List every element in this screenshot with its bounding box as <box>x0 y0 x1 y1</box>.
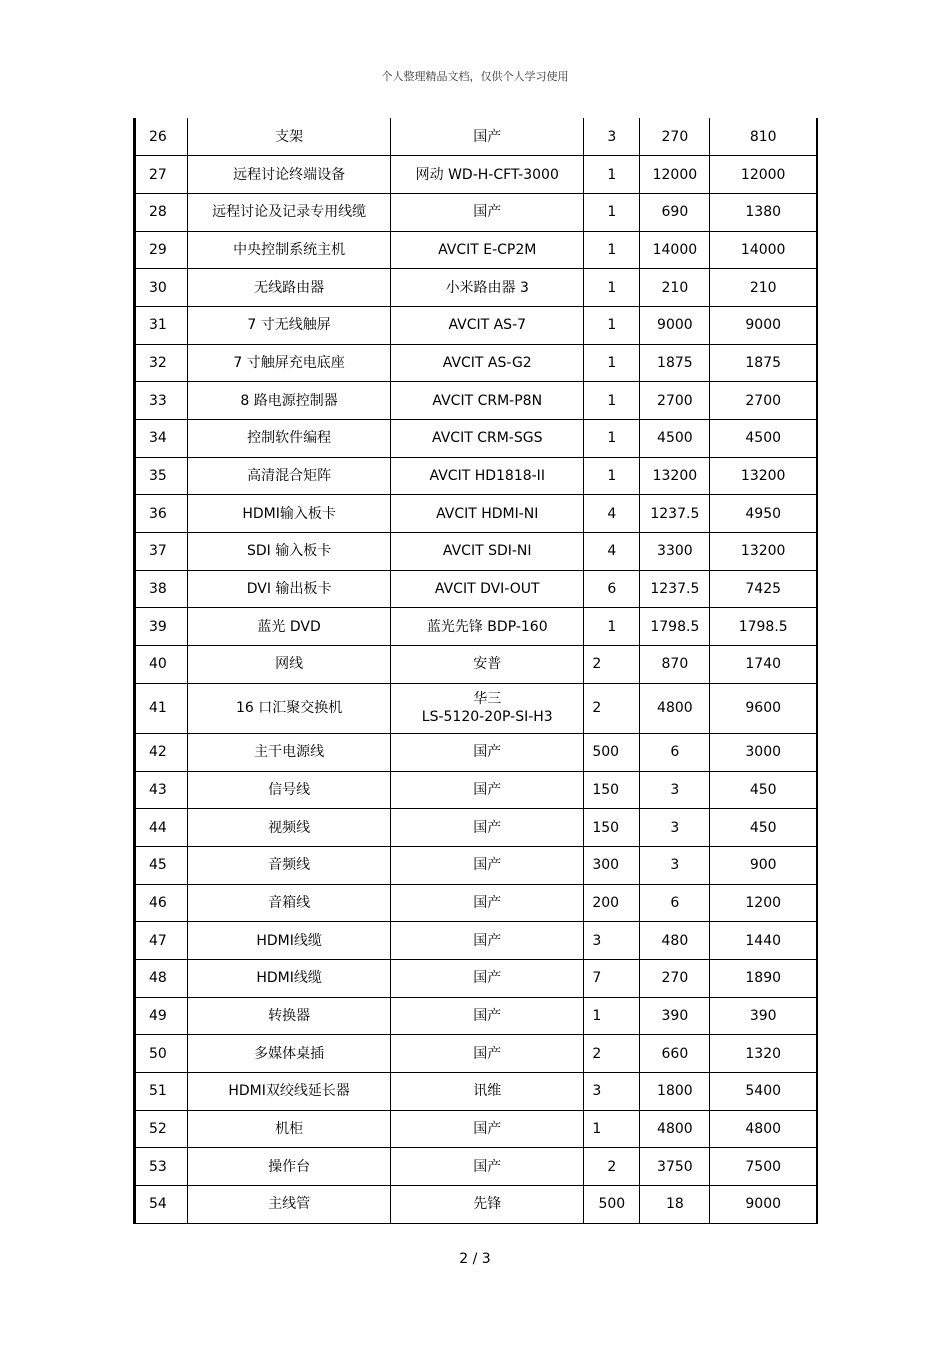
item-number: 28 <box>135 193 188 231</box>
item-number: 34 <box>135 420 188 458</box>
item-total: 13200 <box>710 457 817 495</box>
item-model: 国产 <box>391 1148 584 1186</box>
table-row <box>135 771 818 809</box>
item-number: 43 <box>135 771 188 809</box>
item-unit-price: 1800 <box>640 1073 710 1111</box>
item-name: 7 寸无线触屏 <box>188 306 391 344</box>
item-number: 31 <box>135 306 188 344</box>
item-quantity: 3 <box>584 118 640 156</box>
item-total: 1440 <box>710 922 817 960</box>
item-total: 1740 <box>710 646 817 684</box>
item-number: 36 <box>135 495 188 533</box>
item-number: 52 <box>135 1110 188 1148</box>
item-total: 13200 <box>710 533 817 571</box>
item-name: 远程讨论及记录专用线缆 <box>188 193 391 231</box>
item-quantity: 2 <box>584 683 640 733</box>
item-model: AVCIT HDMI-NI <box>391 495 584 533</box>
item-unit-price: 660 <box>640 1035 710 1073</box>
item-name: 7 寸触屏充电底座 <box>188 344 391 382</box>
table-row <box>135 457 818 495</box>
item-number: 35 <box>135 457 188 495</box>
item-name: HDMI双绞线延长器 <box>188 1073 391 1111</box>
item-quantity: 200 <box>584 884 640 922</box>
item-model: AVCIT HD1818-II <box>391 457 584 495</box>
item-name: 网线 <box>188 646 391 684</box>
item-model: AVCIT DVI-OUT <box>391 570 584 608</box>
item-model: 讯维 <box>391 1073 584 1111</box>
item-model: 蓝光先锋 BDP-160 <box>391 608 584 646</box>
item-unit-price: 210 <box>640 269 710 307</box>
item-number: 32 <box>135 344 188 382</box>
table-row <box>135 683 818 733</box>
item-model: AVCIT AS-G2 <box>391 344 584 382</box>
item-total: 210 <box>710 269 817 307</box>
item-quantity: 2 <box>584 646 640 684</box>
item-name: 信号线 <box>188 771 391 809</box>
item-number: 47 <box>135 922 188 960</box>
item-name: 主线管 <box>188 1186 391 1224</box>
item-total: 1380 <box>710 193 817 231</box>
item-model: 国产 <box>391 733 584 771</box>
page-header: 个人整理精品文档，仅供个人学习使用 <box>381 70 569 83</box>
table-row <box>135 231 818 269</box>
item-unit-price: 1798.5 <box>640 608 710 646</box>
item-number: 40 <box>135 646 188 684</box>
item-model: 国产 <box>391 884 584 922</box>
table-row <box>135 1073 818 1111</box>
item-unit-price: 390 <box>640 997 710 1035</box>
item-quantity: 1 <box>584 269 640 307</box>
item-number: 38 <box>135 570 188 608</box>
table-row <box>135 608 818 646</box>
item-name: 8 路电源控制器 <box>188 382 391 420</box>
item-total: 4950 <box>710 495 817 533</box>
item-total: 9600 <box>710 683 817 733</box>
item-unit-price: 4800 <box>640 1110 710 1148</box>
item-model: 国产 <box>391 1110 584 1148</box>
item-unit-price: 3300 <box>640 533 710 571</box>
table-row <box>135 809 818 847</box>
item-number: 49 <box>135 997 188 1035</box>
item-model: 国产 <box>391 771 584 809</box>
table-row <box>135 733 818 771</box>
item-unit-price: 4800 <box>640 683 710 733</box>
table-row <box>135 306 818 344</box>
item-name: 操作台 <box>188 1148 391 1186</box>
item-model: 安普 <box>391 646 584 684</box>
item-unit-price: 6 <box>640 733 710 771</box>
item-number: 42 <box>135 733 188 771</box>
item-unit-price: 1875 <box>640 344 710 382</box>
item-unit-price: 9000 <box>640 306 710 344</box>
item-total: 9000 <box>710 306 817 344</box>
item-number: 41 <box>135 683 188 733</box>
item-model: 国产 <box>391 922 584 960</box>
item-model: 先锋 <box>391 1186 584 1224</box>
item-name: 高清混合矩阵 <box>188 457 391 495</box>
item-total: 9000 <box>710 1186 817 1224</box>
item-model <box>391 683 584 733</box>
item-name: 远程讨论终端设备 <box>188 156 391 194</box>
item-name: 转换器 <box>188 997 391 1035</box>
item-name: 视频线 <box>188 809 391 847</box>
item-quantity: 150 <box>584 809 640 847</box>
item-name: 音箱线 <box>188 884 391 922</box>
equipment-table <box>133 118 818 1224</box>
item-number: 33 <box>135 382 188 420</box>
item-total: 810 <box>710 118 817 156</box>
item-unit-price: 270 <box>640 959 710 997</box>
item-unit-price: 3750 <box>640 1148 710 1186</box>
item-total: 7425 <box>710 570 817 608</box>
item-unit-price: 870 <box>640 646 710 684</box>
item-number: 46 <box>135 884 188 922</box>
item-model: AVCIT AS-7 <box>391 306 584 344</box>
table-row <box>135 959 818 997</box>
item-quantity: 1 <box>584 231 640 269</box>
item-number: 26 <box>135 118 188 156</box>
table-row <box>135 997 818 1035</box>
item-total: 3000 <box>710 733 817 771</box>
item-number: 53 <box>135 1148 188 1186</box>
item-model: AVCIT CRM-P8N <box>391 382 584 420</box>
item-quantity: 6 <box>584 570 640 608</box>
item-quantity: 4 <box>584 495 640 533</box>
item-unit-price: 1237.5 <box>640 570 710 608</box>
item-unit-price: 270 <box>640 118 710 156</box>
item-unit-price: 14000 <box>640 231 710 269</box>
item-total: 4500 <box>710 420 817 458</box>
table-row <box>135 1110 818 1148</box>
item-number: 51 <box>135 1073 188 1111</box>
table-row <box>135 1148 818 1186</box>
item-model: 国产 <box>391 997 584 1035</box>
item-model: 小米路由器 3 <box>391 269 584 307</box>
item-number: 39 <box>135 608 188 646</box>
item-quantity: 150 <box>584 771 640 809</box>
table-row <box>135 420 818 458</box>
item-name: 蓝光 DVD <box>188 608 391 646</box>
item-total: 450 <box>710 809 817 847</box>
item-quantity: 1 <box>584 156 640 194</box>
item-total: 1200 <box>710 884 817 922</box>
page-number: 2 / 3 <box>459 1251 491 1267</box>
item-unit-price: 1237.5 <box>640 495 710 533</box>
item-total: 900 <box>710 846 817 884</box>
item-quantity: 3 <box>584 1073 640 1111</box>
item-name: 音频线 <box>188 846 391 884</box>
equipment-table-body <box>135 118 818 1223</box>
item-number: 37 <box>135 533 188 571</box>
item-quantity: 1 <box>584 457 640 495</box>
item-model: 国产 <box>391 193 584 231</box>
item-quantity: 4 <box>584 533 640 571</box>
item-quantity: 1 <box>584 382 640 420</box>
table-row <box>135 570 818 608</box>
item-number: 45 <box>135 846 188 884</box>
item-number: 44 <box>135 809 188 847</box>
item-quantity: 300 <box>584 846 640 884</box>
item-number: 30 <box>135 269 188 307</box>
table-row <box>135 846 818 884</box>
item-name: HDMI输入板卡 <box>188 495 391 533</box>
item-model: 网动 WD-H-CFT-3000 <box>391 156 584 194</box>
item-total: 1875 <box>710 344 817 382</box>
item-unit-price: 3 <box>640 809 710 847</box>
item-name: HDMI线缆 <box>188 922 391 960</box>
item-model: AVCIT E-CP2M <box>391 231 584 269</box>
item-total: 5400 <box>710 1073 817 1111</box>
item-unit-price: 12000 <box>640 156 710 194</box>
item-name: 16 口汇聚交换机 <box>188 683 391 733</box>
item-unit-price: 13200 <box>640 457 710 495</box>
item-name: SDI 输入板卡 <box>188 533 391 571</box>
table-row <box>135 269 818 307</box>
item-name: 支架 <box>188 118 391 156</box>
item-unit-price: 18 <box>640 1186 710 1224</box>
item-name: 无线路由器 <box>188 269 391 307</box>
item-number: 48 <box>135 959 188 997</box>
item-quantity: 1 <box>584 420 640 458</box>
item-unit-price: 690 <box>640 193 710 231</box>
item-quantity: 1 <box>584 193 640 231</box>
item-quantity: 500 <box>584 733 640 771</box>
item-total: 1890 <box>710 959 817 997</box>
item-unit-price: 480 <box>640 922 710 960</box>
item-model: 国产 <box>391 846 584 884</box>
item-total: 4800 <box>710 1110 817 1148</box>
item-model: 国产 <box>391 959 584 997</box>
item-quantity: 1 <box>584 306 640 344</box>
item-total: 14000 <box>710 231 817 269</box>
item-model: 国产 <box>391 1035 584 1073</box>
item-quantity: 2 <box>584 1035 640 1073</box>
item-unit-price: 3 <box>640 771 710 809</box>
item-quantity: 1 <box>584 997 640 1035</box>
item-model: 国产 <box>391 118 584 156</box>
item-name: 主干电源线 <box>188 733 391 771</box>
item-number: 27 <box>135 156 188 194</box>
item-name: DVI 输出板卡 <box>188 570 391 608</box>
item-model-line-1: 华三 <box>473 691 502 708</box>
item-quantity: 1 <box>584 1110 640 1148</box>
item-quantity: 1 <box>584 344 640 382</box>
table-row <box>135 193 818 231</box>
item-total: 1320 <box>710 1035 817 1073</box>
item-model: AVCIT CRM-SGS <box>391 420 584 458</box>
item-unit-price: 4500 <box>640 420 710 458</box>
item-number: 29 <box>135 231 188 269</box>
item-number: 54 <box>135 1186 188 1224</box>
item-number: 50 <box>135 1035 188 1073</box>
item-model-line-2: LS-5120-20P-SI-H3 <box>421 709 553 726</box>
item-model: AVCIT SDI-NI <box>391 533 584 571</box>
item-total: 450 <box>710 771 817 809</box>
item-quantity: 2 <box>584 1148 640 1186</box>
item-quantity: 500 <box>584 1186 640 1224</box>
table-row <box>135 884 818 922</box>
table-row <box>135 118 818 156</box>
table-row <box>135 156 818 194</box>
table-row <box>135 382 818 420</box>
item-model: 国产 <box>391 809 584 847</box>
item-quantity: 1 <box>584 608 640 646</box>
table-row <box>135 495 818 533</box>
table-row <box>135 1186 818 1224</box>
item-quantity: 3 <box>584 922 640 960</box>
table-row <box>135 344 818 382</box>
item-name: 控制软件编程 <box>188 420 391 458</box>
item-total: 7500 <box>710 1148 817 1186</box>
table-row <box>135 646 818 684</box>
item-name: 多媒体桌插 <box>188 1035 391 1073</box>
item-name: 中央控制系统主机 <box>188 231 391 269</box>
item-total: 2700 <box>710 382 817 420</box>
item-name: HDMI线缆 <box>188 959 391 997</box>
item-quantity: 7 <box>584 959 640 997</box>
item-total: 390 <box>710 997 817 1035</box>
item-total: 12000 <box>710 156 817 194</box>
table-row <box>135 533 818 571</box>
item-unit-price: 3 <box>640 846 710 884</box>
table-row <box>135 922 818 960</box>
item-total: 1798.5 <box>710 608 817 646</box>
item-unit-price: 2700 <box>640 382 710 420</box>
item-name: 机柜 <box>188 1110 391 1148</box>
table-row <box>135 1035 818 1073</box>
item-unit-price: 6 <box>640 884 710 922</box>
